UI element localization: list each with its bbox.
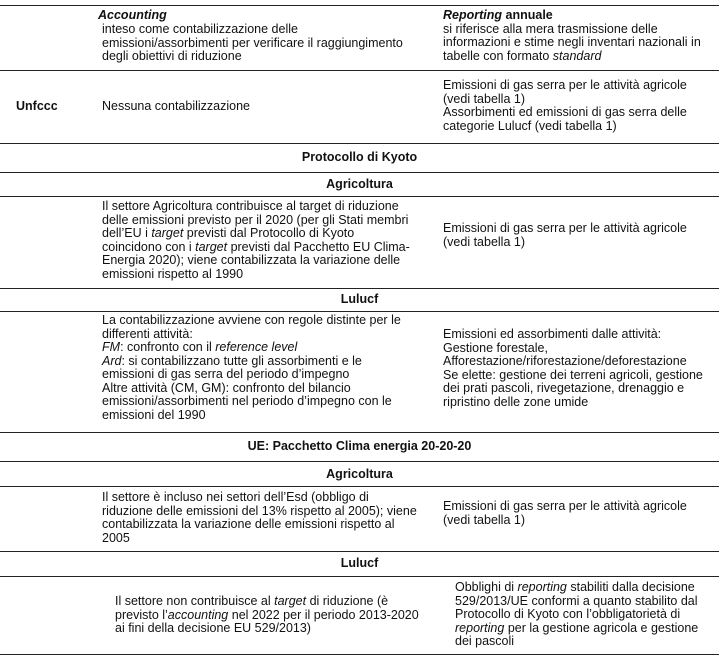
header-accounting <box>98 9 167 23</box>
header-reporting-desc-line: informazioni e stime negli inventari nazionali in <box>443 35 701 49</box>
ue-lulucf-rep-text: per la gestione agricola e gestione <box>504 620 699 635</box>
ue-agri-reporting <box>443 500 687 527</box>
rule-after-ue-agri-title <box>0 486 719 487</box>
header-accounting-title: Accounting <box>98 8 167 22</box>
header-accounting-desc-line: inteso come contabilizzazione delle <box>102 22 298 36</box>
ue-agri-acc-line: contabilizzata la variazione delle emissioni rispetto al <box>102 517 395 531</box>
ue-lulucf-rep-italic: reporting <box>517 580 567 594</box>
ue-lulucf-acc-line <box>115 609 419 623</box>
rule-after-kyoto-lulucf <box>0 432 719 433</box>
ue-lulucf-rep-line: Protocollo di Kyoto con l’obbligatorietà di <box>455 607 681 621</box>
unfccc-label: Unfccc <box>16 99 58 113</box>
kyoto-agri-acc-line: Energia 2020); viene contabilizzata la variazione delle <box>102 253 401 267</box>
ue-lulucf-rep-text: stabiliti dalla decisione <box>566 580 695 594</box>
rule-after-ue-agri <box>0 551 719 552</box>
ue-lulucf-rep-line <box>455 622 698 636</box>
kyoto-agri-acc-line <box>102 241 410 255</box>
header-reporting-title-rest: annuale <box>502 8 553 22</box>
ue-lulucf-title: Lulucf <box>340 556 379 570</box>
unfccc-reporting-line: Assorbimenti ed emissioni di gas serra delle <box>443 105 687 119</box>
kyoto-agri-acc-line: Il settore Agricoltura contribuisce al target di riduzione <box>102 199 399 213</box>
header-reporting-desc-line: si riferisce alla mera trasmissione delle <box>443 21 658 36</box>
ue-agri-acc-line: Il settore è incluso nei settori dell’Esd (obbligo di <box>102 490 369 504</box>
kyoto-lulucf-acc-line: Altre attività (CM, GM): confronto del bilancio <box>102 380 351 395</box>
ue-agri-title: Agricoltura <box>326 467 393 481</box>
ue-lulucf-acc-italic: accounting <box>167 607 229 622</box>
header-reporting-desc-italic: standard <box>552 48 602 63</box>
rule-after-unfccc <box>0 143 719 144</box>
kyoto-agri-acc-italic: target <box>195 239 228 254</box>
kyoto-lulucf-acc-text: : confronto con il <box>120 340 216 354</box>
kyoto-lulucf-rep-line: Gestione forestale, <box>443 340 548 355</box>
ue-agri-rep-line: (vedi tabella 1) <box>443 512 525 527</box>
header-reporting <box>443 9 701 63</box>
kyoto-lulucf-acc-text: : si contabilizzano tutte gli assorbimenti e le <box>121 353 362 368</box>
kyoto-lulucf-acc-line: emissioni di gas serra del periodo d’impegno <box>102 367 350 381</box>
ue-lulucf-acc-text: di riduzione (è <box>306 594 389 608</box>
header-accounting-desc-line: degli obiettivi di riduzione <box>102 49 242 63</box>
kyoto-lulucf-reporting <box>443 328 703 409</box>
ue-lulucf-acc-text: previsto l’ <box>115 607 168 622</box>
ue-lulucf-acc-text: nel 2022 per il periodo 2013-2020 <box>228 607 419 622</box>
kyoto-title: Protocollo di Kyoto <box>301 150 418 164</box>
rule-after-ue-title <box>0 461 719 462</box>
unfccc-reporting-line: (vedi tabella 1) <box>443 91 525 106</box>
kyoto-lulucf-rep-line: Emissioni ed assorbimenti dalle attività: <box>443 327 662 341</box>
header-accounting-desc-line: emissioni/assorbimenti per verificare il raggiungimento <box>102 35 403 50</box>
kyoto-lulucf-acc-italic: FM <box>102 340 121 354</box>
header-reporting-desc-line <box>443 50 701 64</box>
ue-agri-acc-line: 2005 <box>102 530 130 545</box>
header-reporting-title-italic: Reporting <box>443 8 503 22</box>
ue-lulucf-acc-line: ai fini della decisione EU 529/2013) <box>115 621 311 635</box>
kyoto-agri-rep-line: Emissioni di gas serra per le attività agricole <box>443 221 687 235</box>
kyoto-lulucf-acc-line <box>102 355 401 369</box>
kyoto-agri-acc-text: dell’EU i <box>102 226 152 240</box>
ue-lulucf-rep-line: 529/2013/UE conformi a quanto stabilito dal <box>455 593 698 608</box>
rule-after-header <box>0 70 719 71</box>
ue-lulucf-reporting <box>455 581 698 649</box>
kyoto-agri-reporting <box>443 222 687 249</box>
kyoto-lulucf-title: Lulucf <box>340 292 379 306</box>
kyoto-lulucf-acc-italic: reference level <box>215 340 298 354</box>
kyoto-agri-acc-line <box>102 227 410 241</box>
kyoto-agri-accounting <box>102 200 410 281</box>
kyoto-lulucf-acc-line <box>102 341 401 355</box>
unfccc-accounting: Nessuna contabilizzazione <box>102 99 251 113</box>
unfccc-reporting-line: categorie Lulucf (vedi tabella 1) <box>443 118 617 133</box>
kyoto-agri-acc-line: emissioni rispetto al 1990 <box>102 266 244 281</box>
kyoto-lulucf-rep-line: Se elette: gestione dei terreni agricoli, gestione <box>443 367 703 382</box>
kyoto-agri-rep-line: (vedi tabella 1) <box>443 234 525 249</box>
kyoto-agri-acc-line: delle emissioni previsto per il 2020 (per gli Stati membri <box>102 212 409 227</box>
ue-agri-rep-line: Emissioni di gas serra per le attività agricole <box>443 499 687 513</box>
kyoto-lulucf-acc-line: La contabilizzazione avviene con regole distinte per le <box>102 313 401 327</box>
header-reporting-desc-plain: tabelle con formato <box>443 48 553 63</box>
ue-lulucf-accounting <box>115 595 419 636</box>
rule-bottom <box>0 654 719 655</box>
rule-after-ue-lulucf-title <box>0 576 719 577</box>
ue-lulucf-rep-text: Obblighi di <box>455 580 518 594</box>
ue-lulucf-acc-text: Il settore non contribuisce al <box>115 594 275 608</box>
header-accounting-desc <box>102 23 403 64</box>
ue-agri-accounting <box>102 491 417 545</box>
ue-agri-acc-line: riduzione delle emissioni del 13% rispetto al 2005); viene <box>102 503 417 518</box>
ue-lulucf-rep-line: dei pascoli <box>455 634 515 648</box>
ue-lulucf-acc-line <box>115 595 419 609</box>
kyoto-agri-title: Agricoltura <box>326 177 393 191</box>
rule-after-kyoto-agri <box>0 288 719 289</box>
kyoto-lulucf-acc-line: emissioni del 1990 <box>102 407 206 422</box>
rule-after-kyoto-title <box>0 172 719 173</box>
kyoto-lulucf-rep-line: dei prati pascoli, rivegetazione, drenaggio e <box>443 381 685 395</box>
ue-title: UE: Pacchetto Clima energia 20-20-20 <box>247 439 472 453</box>
kyoto-lulucf-acc-line: emissioni/assorbimenti nel periodo d’impegno con le <box>102 394 392 408</box>
unfccc-reporting-line: Emissioni di gas serra per le attività agricole <box>443 78 687 92</box>
ue-lulucf-acc-italic: target <box>274 594 307 608</box>
kyoto-lulucf-acc-line: differenti attività: <box>102 326 193 341</box>
kyoto-lulucf-acc-italic: Ard <box>102 353 122 368</box>
kyoto-lulucf-rep-line: ripristino delle zone umide <box>443 394 589 409</box>
kyoto-agri-acc-text: previsti dal Protocollo di Kyoto <box>183 226 355 240</box>
kyoto-lulucf-accounting <box>102 314 401 422</box>
kyoto-agri-acc-italic: target <box>151 226 184 240</box>
ue-lulucf-rep-line <box>455 581 698 595</box>
ue-lulucf-rep-italic: reporting <box>455 620 505 635</box>
header-reporting-title <box>443 9 701 23</box>
rule-after-kyoto-lulucf-title <box>0 311 719 312</box>
rule-after-kyoto-agri-title <box>0 196 719 197</box>
unfccc-reporting <box>443 79 687 133</box>
kyoto-lulucf-rep-line: Afforestazione/riforestazione/deforestazione <box>443 354 687 368</box>
kyoto-agri-acc-text: previsti dal Pacchetto EU Clima- <box>227 239 410 254</box>
kyoto-agri-acc-text: coincidono con i <box>102 239 196 254</box>
rule-top <box>0 5 719 6</box>
